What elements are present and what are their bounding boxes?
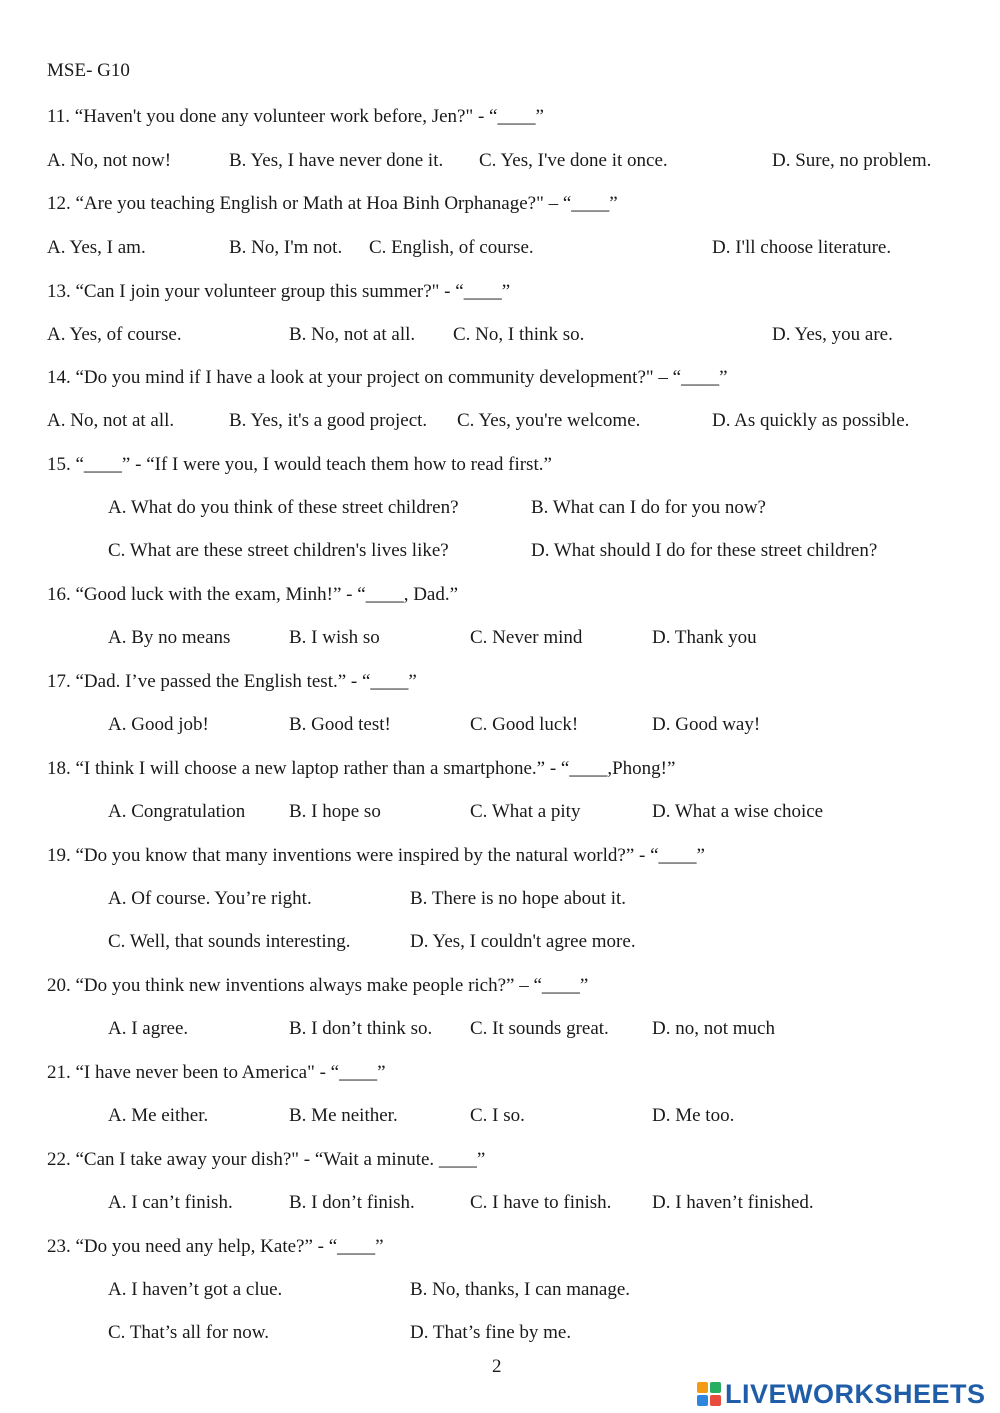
answer-option[interactable]: B. I hope so bbox=[289, 801, 381, 822]
question-stem: 20. “Do you think new inventions always make people rich?” – “____” bbox=[47, 975, 589, 996]
answer-option[interactable]: D. no, not much bbox=[652, 1018, 775, 1039]
question-stem: 16. “Good luck with the exam, Minh!” - “____, Dad.” bbox=[47, 584, 459, 605]
answer-option[interactable]: C. I so. bbox=[470, 1105, 525, 1126]
question-stem: 23. “Do you need any help, Kate?” - “____” bbox=[47, 1236, 384, 1257]
answer-option[interactable]: C. Yes, I've done it once. bbox=[479, 150, 668, 171]
answer-option[interactable]: D. As quickly as possible. bbox=[712, 410, 910, 431]
answer-option[interactable]: B. No, I'm not. bbox=[229, 237, 343, 258]
logo-tile-icon bbox=[710, 1395, 721, 1406]
answer-option[interactable]: A. By no means bbox=[108, 627, 231, 648]
question-stem: 17. “Dad. I’ve passed the English test.” - “____” bbox=[47, 671, 417, 692]
page-header: MSE- G10 bbox=[47, 60, 130, 81]
answer-option[interactable]: A. Of course. You’re right. bbox=[108, 888, 312, 909]
answer-option[interactable]: B. I don’t think so. bbox=[289, 1018, 433, 1039]
answer-option[interactable]: C. What are these street children's lives like? bbox=[108, 540, 449, 561]
answer-option[interactable]: C. Yes, you're welcome. bbox=[457, 410, 641, 431]
answer-option[interactable]: B. Good test! bbox=[289, 714, 391, 735]
question-stem: 18. “I think I will choose a new laptop rather than a smartphone.” - “____,Phong!” bbox=[47, 758, 676, 779]
answer-option[interactable]: A. No, not now! bbox=[47, 150, 172, 171]
answer-option[interactable]: C. What a pity bbox=[470, 801, 581, 822]
answer-option[interactable]: C. It sounds great. bbox=[470, 1018, 609, 1039]
logo-tile-icon bbox=[710, 1382, 721, 1393]
answer-option[interactable]: D. What should I do for these street children? bbox=[531, 540, 878, 561]
logo-tile-icon bbox=[697, 1395, 708, 1406]
answer-option[interactable]: C. That’s all for now. bbox=[108, 1322, 269, 1343]
answer-option[interactable]: D. I'll choose literature. bbox=[712, 237, 892, 258]
answer-option[interactable]: B. No, thanks, I can manage. bbox=[410, 1279, 631, 1300]
question-stem: 13. “Can I join your volunteer group this summer?" - “____” bbox=[47, 281, 511, 302]
answer-option[interactable]: D. Yes, you are. bbox=[772, 324, 893, 345]
answer-option[interactable]: C. Well, that sounds interesting. bbox=[108, 931, 351, 952]
answer-option[interactable]: A. Yes, I am. bbox=[47, 237, 146, 258]
answer-option[interactable]: C. Good luck! bbox=[470, 714, 579, 735]
answer-option[interactable]: A. Yes, of course. bbox=[47, 324, 182, 345]
question-stem: 11. “Haven't you done any volunteer work before, Jen?" - “____” bbox=[47, 106, 544, 127]
answer-option[interactable]: B. I don’t finish. bbox=[289, 1192, 415, 1213]
answer-option[interactable]: B. There is no hope about it. bbox=[410, 888, 627, 909]
answer-option[interactable]: B. Yes, I have never done it. bbox=[229, 150, 444, 171]
liveworksheets-logo-icon bbox=[697, 1382, 721, 1406]
answer-option[interactable]: A. I haven’t got a clue. bbox=[108, 1279, 283, 1300]
question-stem: 14. “Do you mind if I have a look at your project on community development?" – “____” bbox=[47, 367, 728, 388]
question-stem: 15. “____” - “If I were you, I would teach them how to read first.” bbox=[47, 454, 552, 475]
answer-option[interactable]: A. What do you think of these street children? bbox=[108, 497, 459, 518]
question-stem: 12. “Are you teaching English or Math at Hoa Binh Orphanage?" – “____” bbox=[47, 193, 618, 214]
liveworksheets-logo-text: LIVEWORKSHEETS bbox=[725, 1378, 986, 1409]
answer-option[interactable]: A. Congratulation bbox=[108, 801, 246, 822]
logo-tile-icon bbox=[697, 1382, 708, 1393]
answer-option[interactable]: B. What can I do for you now? bbox=[531, 497, 766, 518]
answer-option[interactable]: B. Yes, it's a good project. bbox=[229, 410, 428, 431]
question-stem: 22. “Can I take away your dish?" - “Wait a minute. ____” bbox=[47, 1149, 486, 1170]
answer-option[interactable]: A. Me either. bbox=[108, 1105, 209, 1126]
answer-option[interactable]: A. I agree. bbox=[108, 1018, 189, 1039]
page-number: 2 bbox=[492, 1356, 502, 1377]
answer-option[interactable]: D. Thank you bbox=[652, 627, 757, 648]
answer-option[interactable]: A. Good job! bbox=[108, 714, 209, 735]
answer-option[interactable]: D. Me too. bbox=[652, 1105, 735, 1126]
answer-option[interactable]: D. Sure, no problem. bbox=[772, 150, 932, 171]
answer-option[interactable]: A. I can’t finish. bbox=[108, 1192, 233, 1213]
answer-option[interactable]: B. Me neither. bbox=[289, 1105, 398, 1126]
answer-option[interactable]: D. What a wise choice bbox=[652, 801, 824, 822]
answer-option[interactable]: D. That’s fine by me. bbox=[410, 1322, 572, 1343]
answer-option[interactable]: C. No, I think so. bbox=[453, 324, 585, 345]
answer-option[interactable]: D. Good way! bbox=[652, 714, 761, 735]
answer-option[interactable]: C. English, of course. bbox=[369, 237, 534, 258]
answer-option[interactable]: D. Yes, I couldn't agree more. bbox=[410, 931, 636, 952]
answer-option[interactable]: A. No, not at all. bbox=[47, 410, 175, 431]
answer-option[interactable]: B. No, not at all. bbox=[289, 324, 416, 345]
answer-option[interactable]: C. Never mind bbox=[470, 627, 583, 648]
answer-option[interactable]: D. I haven’t finished. bbox=[652, 1192, 814, 1213]
answer-option[interactable]: C. I have to finish. bbox=[470, 1192, 612, 1213]
liveworksheets-watermark bbox=[697, 1379, 986, 1409]
question-stem: 21. “I have never been to America" - “____” bbox=[47, 1062, 386, 1083]
answer-option[interactable]: B. I wish so bbox=[289, 627, 380, 648]
question-stem: 19. “Do you know that many inventions were inspired by the natural world?” - “____” bbox=[47, 845, 705, 866]
